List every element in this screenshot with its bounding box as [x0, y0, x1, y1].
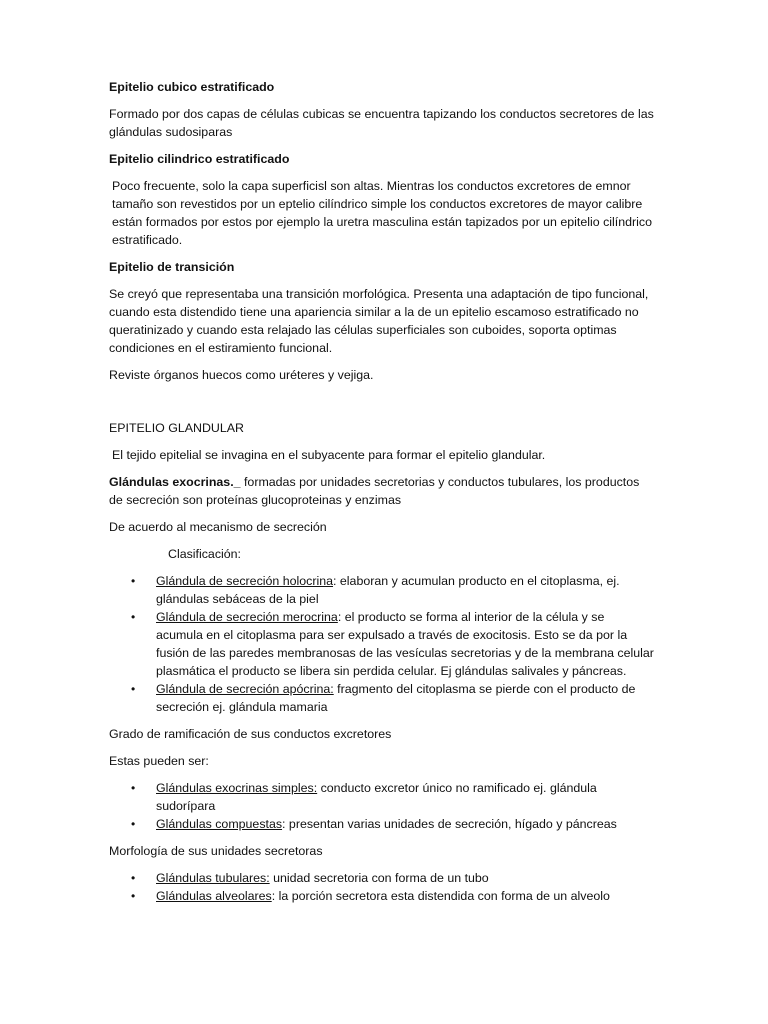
heading-transicion: Epitelio de transición — [109, 260, 235, 274]
list-ramificacion — [109, 779, 654, 833]
bullet-icon: • — [131, 610, 136, 624]
term-alveolares: Glándulas alveolares — [156, 889, 272, 903]
paragraph-transicion-organos: Reviste órganos huecos como uréteres y vejiga. — [109, 368, 374, 382]
paragraph-cubico: Formado por dos capas de células cubicas se encuentra tapizando los conductos secretores de las glándulas sudosiparas — [109, 107, 654, 139]
section-spacer — [109, 393, 654, 419]
term-glandulas-exocrinas: Glándulas exocrinas._ — [109, 475, 241, 489]
text-alveolares: : la porción secretora esta distendida con forma de un alveolo — [271, 889, 610, 903]
term-holocrina: Glándula de secreción holocrina — [156, 574, 334, 588]
list-mecanismo — [109, 572, 654, 716]
list-item — [109, 887, 654, 905]
paragraph-cilindrico: Poco frecuente, solo la capa superficisl son altas. Mientras los conductos excretores de emnor tamaño son revestidos por un eptelio cilíndrico simple los conductos excretores de mayor calibre están formados por estos por ejemplo la uretra masculina están tapizados por un epitelio cilíndrico estratificado. — [112, 179, 652, 247]
heading-epitelio-glandular: EPITELIO GLANDULAR — [109, 421, 244, 435]
list-item — [109, 779, 654, 815]
text-tubulares: unidad secretoria con forma de un tubo — [269, 871, 489, 885]
bullet-icon: • — [131, 871, 136, 885]
bullet-icon: • — [131, 682, 136, 696]
text-apocrina: fragmento del citoplasma se pierde con el producto de secreción ej. glándula mamaria — [156, 682, 636, 714]
list-morfologia — [109, 869, 654, 905]
term-tubulares: Glándulas tubulares: — [156, 871, 270, 885]
list-item — [109, 869, 654, 887]
term-apocrina: Glándula de secreción apócrina: — [156, 682, 334, 696]
bullet-icon: • — [131, 889, 136, 903]
label-clasificacion: Clasificación: — [168, 547, 241, 561]
paragraph-transicion: Se creyó que representaba una transición morfológica. Presenta una adaptación de tipo funcional, cuando esta distendido tiene una apariencia similar a la de un epitelio escamoso estratificado no queratinizado y cuando esta relajado las células superficiales son cuboides, soporta optimas condiciones en el estiramiento funcional. — [109, 287, 649, 355]
heading-cilindrico: Epitelio cilindrico estratificado — [109, 152, 290, 166]
text-compuestas: : presentan varias unidades de secreción, hígado y páncreas — [282, 817, 617, 831]
label-morfologia: Morfología de sus unidades secretoras — [109, 844, 323, 858]
label-ramificacion: Grado de ramificación de sus conductos excretores — [109, 727, 392, 741]
term-merocrina: Glándula de secreción merocrina — [156, 610, 338, 624]
label-estas-pueden-ser: Estas pueden ser: — [109, 754, 209, 768]
text-merocrina: : el producto se forma al interior de la célula y se acumula en el citoplasma para ser expulsado a través de exocitosis. Esto se da por la fusión de las paredes membranosas de las vesículas secretorias y de la membrana celular plasmática el producto se libera sin perdida celular. Ej glándulas salivales y páncreas. — [156, 610, 654, 678]
term-compuestas: Glándulas compuestas — [156, 817, 283, 831]
list-item — [109, 680, 654, 716]
text-glandulas-exocrinas: formadas por unidades secretorias y conductos tubulares, los productos de secreción son proteínas glucoproteinas y enzimas — [109, 475, 640, 507]
list-item — [109, 815, 654, 833]
term-exocrinas-simples: Glándulas exocrinas simples: — [156, 781, 318, 795]
label-mecanismo-secrecion: De acuerdo al mecanismo de secreción — [109, 520, 327, 534]
document-page — [109, 78, 654, 914]
text-holocrina: : elaboran y acumulan producto en el citoplasma, ej. glándulas sebáceas de la piel — [156, 574, 620, 606]
bullet-icon: • — [131, 817, 136, 831]
heading-cubico: Epitelio cubico estratificado — [109, 80, 275, 94]
list-item — [109, 572, 654, 608]
bullet-icon: • — [131, 574, 136, 588]
text-exocrinas-simples: conducto excretor único no ramificado ej. glándula sudorípara — [156, 781, 597, 813]
list-item — [109, 608, 654, 680]
paragraph-exocrinas — [109, 473, 654, 509]
bullet-icon: • — [131, 781, 136, 795]
paragraph-glandular-intro: El tejido epitelial se invagina en el subyacente para formar el epitelio glandular. — [112, 448, 546, 462]
